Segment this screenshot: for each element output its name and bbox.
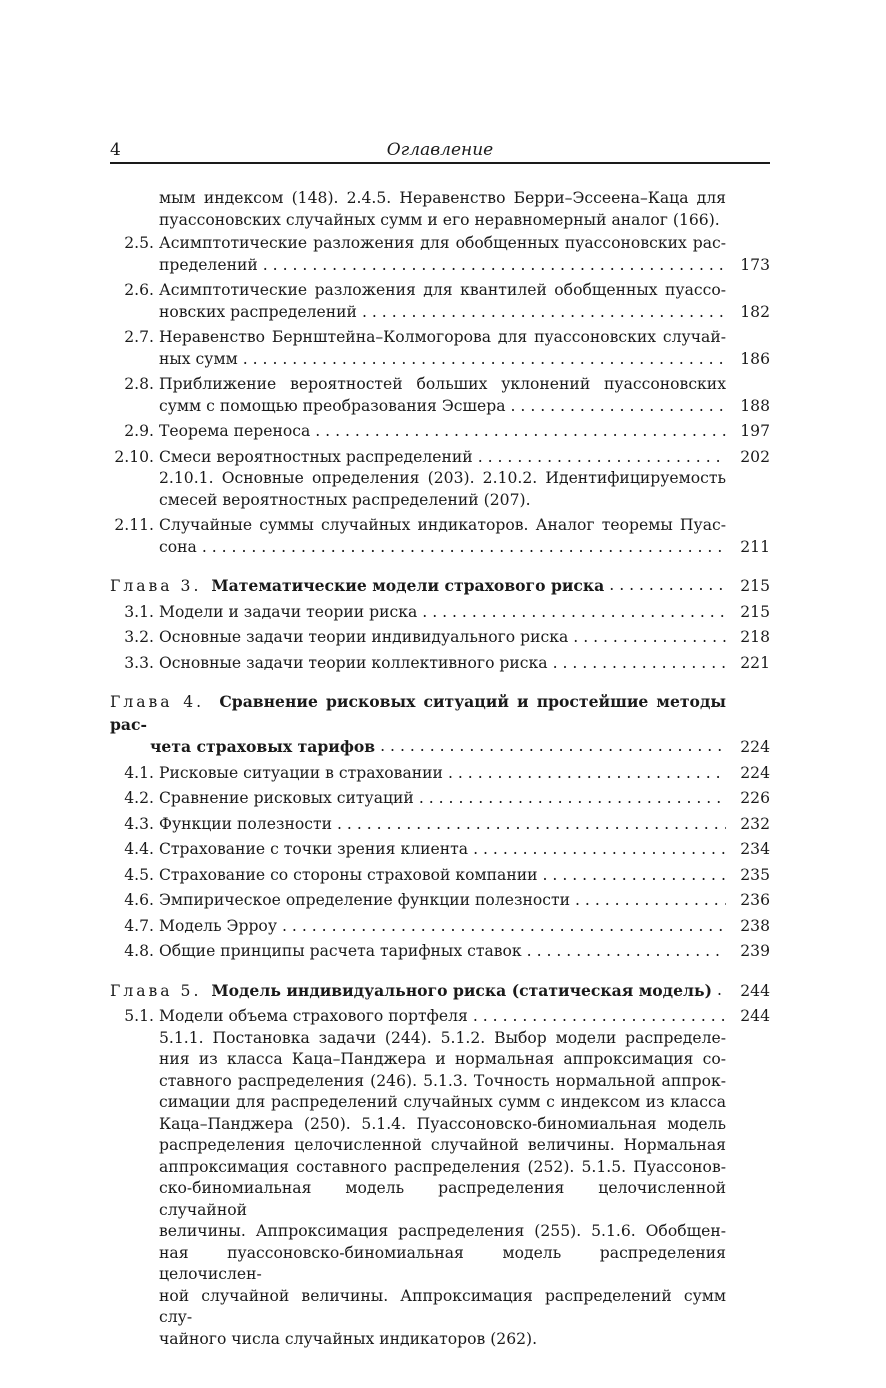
chapter-prefix: Глава 3.: [110, 577, 202, 595]
section-number: 2.9.: [124, 422, 154, 440]
page-ref: 244: [740, 1007, 770, 1025]
toc-entry-4-5[interactable]: [110, 865, 770, 887]
page-ref: 238: [740, 916, 770, 935]
section-number: 4.8.: [124, 942, 154, 960]
chapter-title: чета страховых тарифов: [150, 737, 376, 756]
page-ref: 197: [740, 422, 770, 440]
section-number: 4.4.: [124, 840, 154, 858]
page-ref: 188: [740, 396, 770, 415]
section-title: Модели объема страхового портфеля: [159, 1007, 471, 1025]
toc-entry-2-8[interactable]: [110, 374, 770, 417]
carry-over-line: пуассоновских случайных сумм и его неравномерный аналог (166).: [159, 210, 720, 229]
subsection-line: величины. Аппроксимация распределения (255). 5.1.6. Обобщен-: [159, 1222, 726, 1240]
section-title: Модели и задачи теории риска: [159, 603, 420, 621]
subsection-line: Каца–Панджера (250). 5.1.4. Пуассоновско-биномиальная модель: [159, 1114, 726, 1133]
page-ref: 221: [740, 653, 770, 672]
section-number: 3.3.: [124, 653, 154, 672]
toc-entry-4-1[interactable]: [110, 763, 770, 785]
page-ref: 224: [740, 738, 770, 756]
chapter-4-heading[interactable]: [110, 691, 770, 759]
chapter-title: Сравнение рисковых ситуаций и простейшие методы рас-: [110, 692, 726, 734]
toc-entry-2-9[interactable]: [110, 421, 770, 443]
toc-entry-3-3[interactable]: [110, 653, 770, 675]
section-title: Смеси вероятностных распределений: [159, 448, 476, 466]
page-ref: 182: [740, 302, 770, 321]
subsection-line: симации для распределений случайных сумм с индексом из класса: [159, 1093, 726, 1111]
toc-entry-4-2[interactable]: [110, 788, 770, 810]
section-number: 4.5.: [124, 865, 154, 884]
section-number: 4.3.: [124, 814, 154, 833]
chapter-5-heading[interactable]: [110, 980, 770, 1003]
page-ref: 236: [740, 891, 770, 909]
toc-entry-3-1[interactable]: [110, 602, 770, 624]
page-ref: 173: [740, 255, 770, 274]
section-title: сумм с помощью преобразования Эсшера: [159, 397, 509, 415]
chapter-prefix: Глава 4.: [110, 693, 205, 711]
toc-entry-2-7[interactable]: [110, 327, 770, 370]
section-title: Неравенство Бернштейна–Колмогорова для пуассоновских случай-: [159, 328, 726, 346]
chapter-title: Модель индивидуального риска (статическая модель): [211, 980, 712, 1000]
section-number: 2.10.: [114, 447, 154, 466]
page-ref: 232: [740, 814, 770, 833]
toc-entry-2-11[interactable]: [110, 515, 770, 558]
subsection-line: смесей вероятностных распределений (207).: [159, 490, 531, 509]
carry-over-line: мым индексом (148). 2.4.5. Неравенство Берри–Эссеена–Каца для: [159, 189, 726, 207]
section-number: 3.1.: [124, 602, 154, 621]
section-number: 4.6.: [124, 891, 154, 909]
page-number: 4: [110, 140, 121, 160]
section-title: Эмпирическое определение функции полезности: [159, 891, 573, 909]
subsection-line: аппроксимация составного распределения (252). 5.1.5. Пуассонов-: [159, 1157, 726, 1176]
subsection-line: ния из класса Каца–Панджера и нормальная аппроксимация со-: [159, 1050, 726, 1068]
section-title: Модель Эрроу: [159, 917, 280, 935]
section-number: 4.2.: [124, 789, 154, 807]
subsection-line: ной случайной величины. Аппроксимация распределений сумм слу-: [159, 1286, 726, 1326]
page-ref: 218: [740, 628, 770, 646]
page-ref: 226: [740, 789, 770, 807]
section-title: Функции полезности: [159, 815, 335, 833]
section-number: 2.8.: [124, 375, 154, 393]
toc-entry-4-6[interactable]: [110, 890, 770, 912]
page-ref: 202: [740, 447, 770, 466]
page-ref: 186: [740, 349, 770, 368]
page-ref: 239: [740, 942, 770, 960]
table-of-contents: [110, 188, 770, 1350]
toc-entry-2-5[interactable]: [110, 233, 770, 276]
section-title: пределений: [159, 256, 261, 274]
page-ref: 211: [740, 537, 770, 556]
section-number: 2.11.: [114, 516, 154, 534]
section-title: Рисковые ситуации в страховании: [159, 764, 446, 782]
section-title: Теорема переноса: [159, 422, 313, 440]
toc-entry-3-2[interactable]: [110, 627, 770, 649]
section-number: 2.6.: [124, 281, 154, 299]
section-title: Страхование со стороны страховой компании: [159, 866, 541, 884]
subsection-line: чайного числа случайных индикаторов (262).: [159, 1329, 538, 1348]
section-number: 2.7.: [124, 328, 154, 346]
subsection-line: распределения целочисленной случайной величины. Нормальная: [159, 1136, 726, 1154]
toc-entry-4-8[interactable]: [110, 941, 770, 963]
toc-entry-4-7[interactable]: [110, 916, 770, 938]
subsection-line: ная пуассоновско-биномиальная модель распределения целочислен-: [159, 1243, 726, 1283]
page-ref: 215: [740, 577, 770, 595]
section-number: 4.7.: [124, 916, 154, 935]
section-title: Общие принципы расчета тарифных ставок: [159, 942, 525, 960]
toc-entry-2-10[interactable]: [110, 447, 770, 512]
section-title: Асимптотические разложения для квантилей обобщенных пуассо-: [159, 281, 726, 299]
page-ref: 235: [740, 865, 770, 884]
section-number: 4.1.: [124, 763, 154, 782]
section-title: Случайные суммы случайных индикаторов. Аналог теоремы Пуас-: [159, 516, 726, 534]
toc-entry-4-3[interactable]: [110, 814, 770, 836]
section-title: Основные задачи теории индивидуального риска: [159, 628, 571, 646]
chapter-3-heading[interactable]: [110, 575, 770, 598]
toc-entry-4-4[interactable]: [110, 839, 770, 861]
page-ref: 224: [740, 763, 770, 782]
section-title: Страхование с точки зрения клиента: [159, 840, 471, 858]
subsection-line: ставного распределения (246). 5.1.3. Точность нормальной аппрок-: [159, 1071, 726, 1090]
section-title: Приближение вероятностей больших уклонений пуассоновских: [159, 375, 726, 393]
running-header: [110, 138, 770, 164]
section-title: сона: [159, 538, 200, 556]
section-number: 5.1.: [124, 1007, 154, 1025]
section-number: 2.5.: [124, 234, 154, 252]
chapter-title: Математические модели страхового риска: [211, 576, 605, 595]
subsection-line: ско-биномиальная модель распределения целочисленной случайной: [159, 1179, 726, 1219]
subsection-line: 2.10.1. Основные определения (203). 2.10.2. Идентифицируемость: [159, 469, 726, 487]
page-ref: 244: [740, 981, 770, 1000]
page-ref: 215: [740, 602, 770, 621]
section-title: ных сумм: [159, 350, 241, 368]
page-ref: 234: [740, 840, 770, 858]
toc-entry-2-6[interactable]: [110, 280, 770, 323]
chapter-prefix: Глава 5.: [110, 981, 202, 1000]
header-title: Оглавление: [386, 140, 494, 160]
section-title: новских распределений: [159, 303, 360, 321]
toc-entry-5-1[interactable]: [110, 1006, 770, 1350]
subsection-line: 5.1.1. Постановка задачи (244). 5.1.2. Выбор модели распределе-: [159, 1028, 726, 1047]
section-title: Асимптотические разложения для обобщенных пуассоновских рас-: [159, 234, 726, 252]
section-title: Основные задачи теории коллективного риска: [159, 654, 551, 672]
section-title: Сравнение рисковых ситуаций: [159, 789, 417, 807]
section-number: 3.2.: [124, 628, 154, 646]
